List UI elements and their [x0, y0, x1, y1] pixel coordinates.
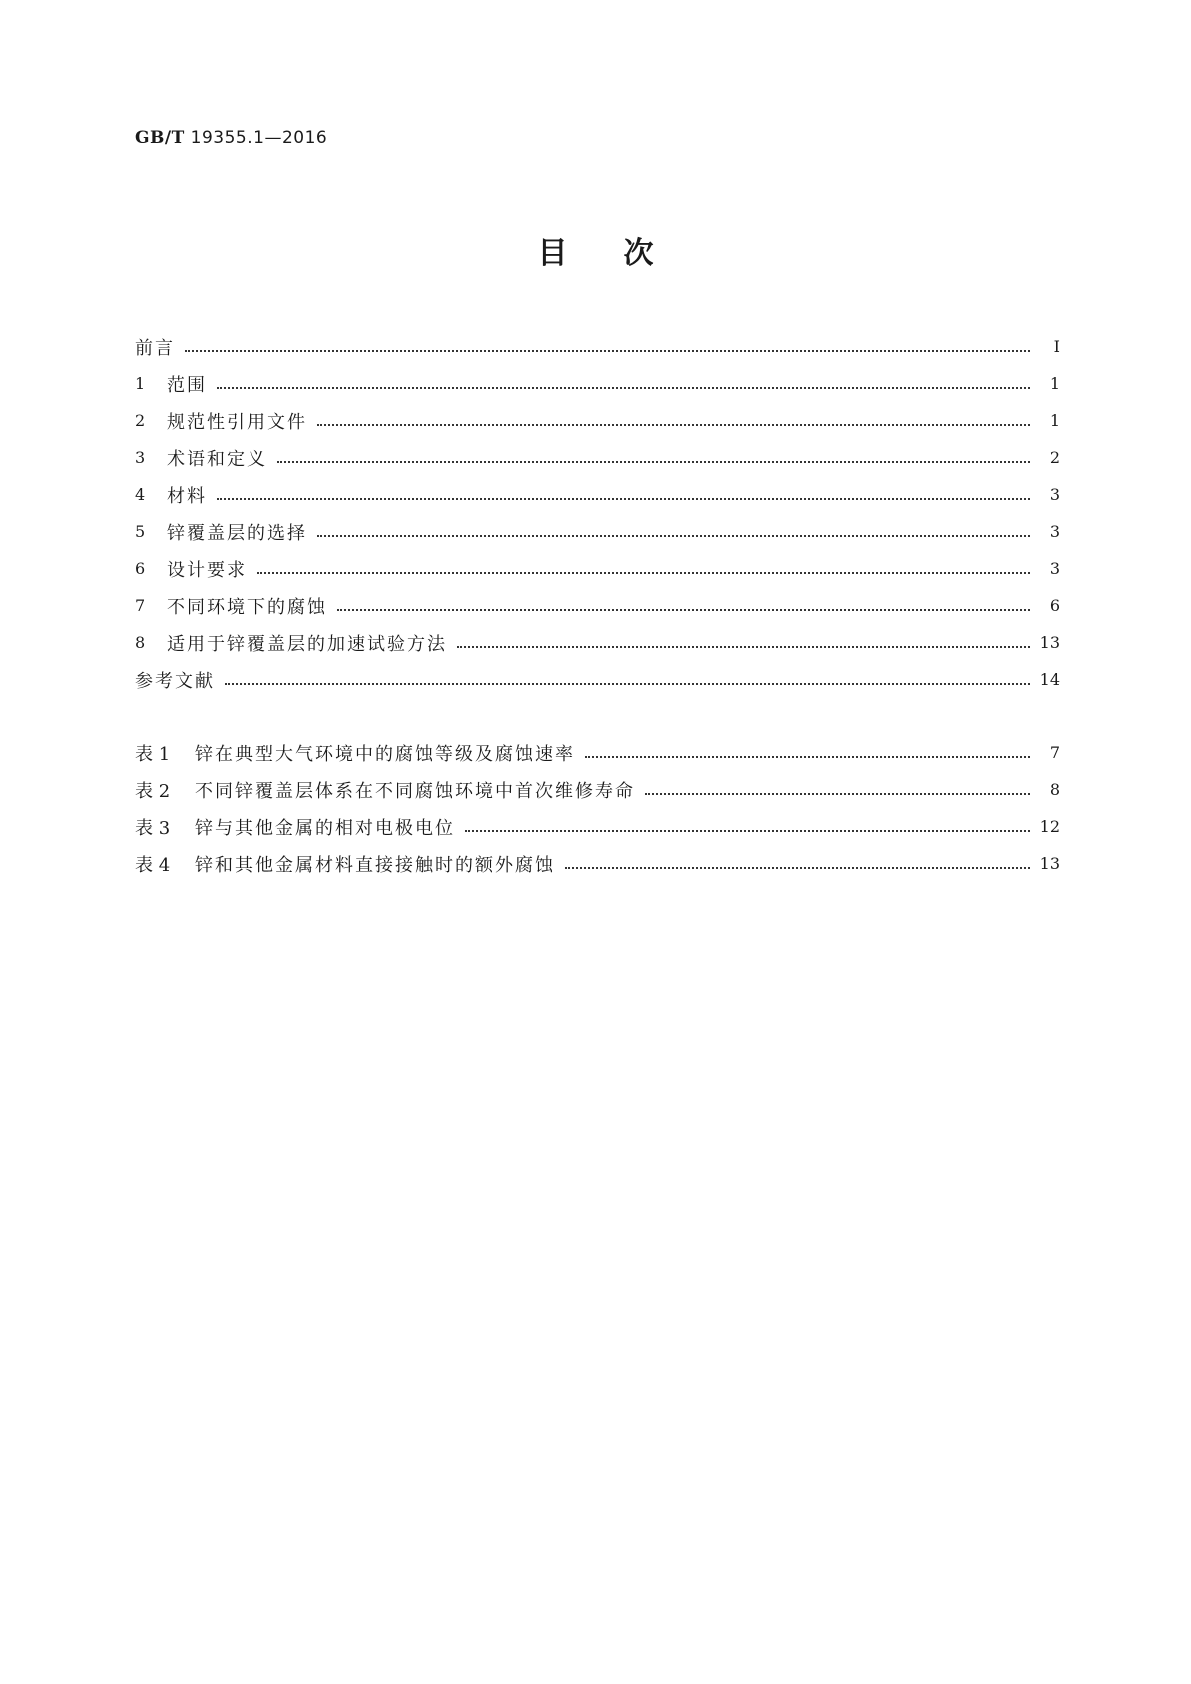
dot-leader — [317, 534, 1030, 537]
toc-entry-page: 13 — [1039, 633, 1060, 652]
toc-entry-text: 前言 — [135, 337, 175, 359]
toc-table-entry-4[interactable] — [135, 845, 1060, 882]
toc-table-entry-1[interactable] — [135, 734, 1060, 771]
toc-entry-page: 13 — [1039, 854, 1060, 873]
toc-entry-2[interactable] — [135, 402, 1060, 439]
toc-entry-page: 1 — [1049, 411, 1060, 430]
toc-entry-references[interactable] — [135, 661, 1060, 698]
toc-entry-page: 6 — [1049, 596, 1060, 615]
toc-main-list — [135, 328, 1060, 698]
dot-leader — [257, 571, 1030, 574]
toc-entry-3[interactable] — [135, 439, 1060, 476]
toc-entry-text: 参考文献 — [135, 670, 215, 692]
dot-leader — [225, 682, 1030, 685]
standard-number: 19355.1—2016 — [190, 128, 328, 148]
toc-entry-number: 7 — [135, 596, 146, 615]
toc-entry-page: 3 — [1049, 559, 1060, 578]
toc-entry-page: 2 — [1049, 448, 1060, 467]
toc-table-entry-2[interactable] — [135, 771, 1060, 808]
toc-tables-list — [135, 734, 1060, 882]
dot-leader — [217, 497, 1030, 500]
toc-entry-number: 8 — [135, 633, 146, 652]
dot-leader — [217, 386, 1030, 389]
toc-table-entry-3[interactable] — [135, 808, 1060, 845]
toc-entry-page: 3 — [1049, 522, 1060, 541]
toc-entry-number: 2 — [135, 411, 146, 430]
dot-leader — [337, 608, 1030, 611]
toc-entry-page: Ⅰ — [1053, 337, 1060, 356]
toc-entry-text: 范围 — [167, 374, 207, 396]
dot-leader — [565, 866, 1030, 869]
toc-entry-text: 规范性引用文件 — [167, 411, 307, 433]
standard-code — [135, 128, 327, 148]
toc-entry-text: 锌与其他金属的相对电极电位 — [195, 817, 455, 839]
toc-entry-page: 1 — [1049, 374, 1060, 393]
toc-table-number: 表 3 — [135, 817, 171, 839]
toc-entry-page: 14 — [1039, 670, 1060, 689]
toc-entry-text: 适用于锌覆盖层的加速试验方法 — [167, 633, 447, 655]
toc-entry-4[interactable] — [135, 476, 1060, 513]
standard-prefix: GB/T — [135, 128, 185, 148]
dot-leader — [317, 423, 1030, 426]
toc-entry-page: 12 — [1039, 817, 1060, 836]
toc-entry-number: 3 — [135, 448, 146, 467]
toc-entry-5[interactable] — [135, 513, 1060, 550]
toc-entry-text: 不同环境下的腐蚀 — [167, 596, 327, 618]
toc-table-number: 表 4 — [135, 854, 171, 876]
toc-entry-text: 设计要求 — [167, 559, 247, 581]
toc-entry-text: 术语和定义 — [167, 448, 267, 470]
dot-leader — [457, 645, 1030, 648]
toc-entry-preface[interactable] — [135, 328, 1060, 365]
dot-leader — [645, 792, 1030, 795]
toc-title: 目次 — [537, 236, 710, 271]
toc-entry-8[interactable] — [135, 624, 1060, 661]
dot-leader — [585, 755, 1030, 758]
toc-entry-page: 8 — [1049, 780, 1060, 799]
toc-entry-number: 1 — [135, 374, 146, 393]
toc-entry-text: 锌覆盖层的选择 — [167, 522, 307, 544]
dot-leader — [277, 460, 1030, 463]
toc-entry-text: 锌在典型大气环境中的腐蚀等级及腐蚀速率 — [195, 743, 575, 765]
toc-entry-7[interactable] — [135, 587, 1060, 624]
dot-leader — [465, 829, 1030, 832]
toc-table-number: 表 2 — [135, 780, 171, 802]
toc-entry-page: 3 — [1049, 485, 1060, 504]
toc-entry-text: 材料 — [167, 485, 207, 507]
dot-leader — [185, 349, 1030, 352]
toc-entry-text: 锌和其他金属材料直接接触时的额外腐蚀 — [195, 854, 555, 876]
toc-entry-number: 5 — [135, 522, 146, 541]
toc-entry-number: 6 — [135, 559, 146, 578]
toc-entry-number: 4 — [135, 485, 146, 504]
toc-entry-1[interactable] — [135, 365, 1060, 402]
toc-entry-6[interactable] — [135, 550, 1060, 587]
toc-entry-page: 7 — [1049, 743, 1060, 762]
toc-table-number: 表 1 — [135, 743, 171, 765]
toc-entry-text: 不同锌覆盖层体系在不同腐蚀环境中首次维修寿命 — [195, 780, 635, 802]
